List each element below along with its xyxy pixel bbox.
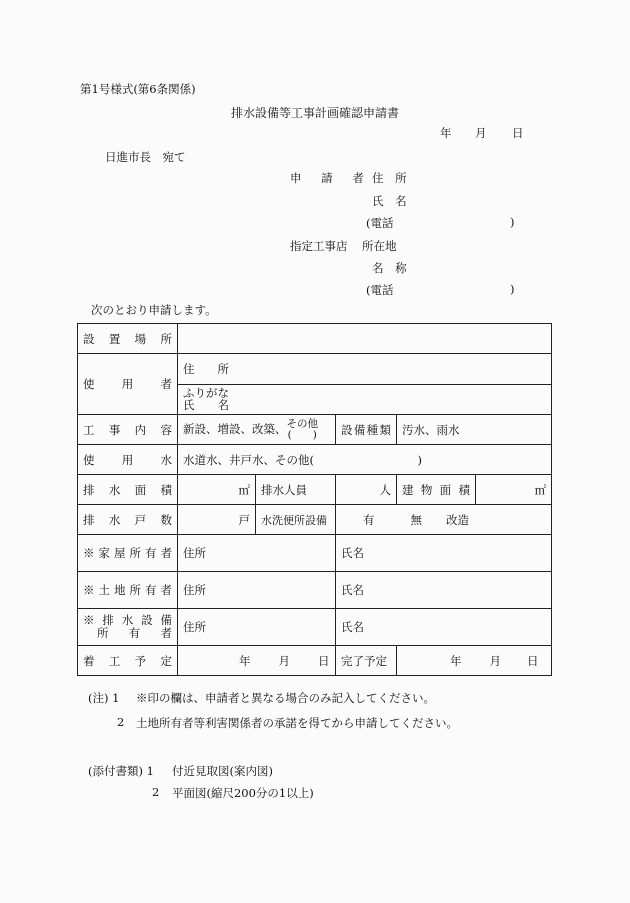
row-land-owner — [78, 572, 552, 609]
contractor-tel-label: (電話 — [366, 283, 394, 297]
work-other-paren: ( ) — [287, 428, 317, 441]
work-label: 工事内容 — [78, 415, 178, 445]
user-name-label: 氏 名 — [183, 398, 229, 413]
house-owner-name-label: 氏名 — [341, 546, 364, 560]
user-address-field[interactable] — [178, 354, 552, 385]
complete-day: 日 — [527, 653, 539, 668]
toilet-no: 無 — [410, 512, 422, 527]
start-date-field[interactable] — [178, 646, 336, 676]
toilet-options[interactable] — [336, 505, 552, 535]
complete-month: 月 — [489, 653, 501, 668]
persons-field[interactable] — [336, 475, 397, 505]
facility-owner-label — [78, 609, 178, 646]
toilet-label: 水洗便所設備 — [256, 505, 336, 535]
households-field[interactable] — [178, 505, 256, 535]
households-label: 排水戸数 — [78, 505, 178, 535]
start-year: 年 — [239, 653, 251, 668]
applicant-address-label: 住 所 — [372, 171, 411, 185]
user-address-label: 住 所 — [183, 361, 229, 376]
contractor-name-label: 名 称 — [372, 261, 411, 275]
facility-owner-name[interactable] — [336, 609, 552, 646]
persons-label: 排水人員 — [256, 475, 336, 505]
work-options-text: 新設、増設、改築、 — [183, 421, 287, 436]
area-label: 排水面積 — [78, 475, 178, 505]
facility-type-label: 設備種類 — [336, 415, 397, 445]
application-table — [77, 323, 552, 676]
facility-owner-label-2: 所有者 — [97, 626, 172, 640]
row-facility-owner — [78, 609, 552, 646]
row-water — [78, 445, 552, 475]
row-user-address — [78, 354, 552, 385]
note-2: 土地所有者等利害関係者の承諾を得てから申請してください。 — [136, 716, 458, 730]
furigana-label: ふりがな — [183, 386, 229, 401]
start-label: 着工予定 — [78, 646, 178, 676]
row-work — [78, 415, 552, 445]
building-area-unit: ㎡ — [534, 482, 547, 497]
building-area-label: 建物面積 — [397, 475, 476, 505]
facility-owner-address-label: 住所 — [183, 620, 206, 634]
intro-text: 次のとおり申請します。 — [91, 303, 217, 317]
date-day: 日 — [512, 126, 524, 140]
user-label: 使用者 — [78, 354, 178, 415]
complete-year: 年 — [450, 653, 462, 668]
date-year: 年 — [440, 126, 452, 140]
note-2-number: 2 — [117, 715, 125, 729]
date-month: 月 — [475, 126, 487, 140]
attachment-2-number: 2 — [152, 785, 160, 799]
contractor-label: 指定工事店 — [290, 239, 348, 253]
applicant-tel-label: (電話 — [366, 216, 394, 230]
row-area — [78, 475, 552, 505]
site-label: 設置場所 — [78, 324, 178, 354]
land-owner-address[interactable] — [178, 572, 336, 609]
contractor-address-label: 所在地 — [362, 239, 397, 253]
applicant-tel-close: ) — [510, 215, 515, 229]
applicant-label: 申 請 者 — [290, 171, 372, 185]
site-field[interactable] — [178, 324, 552, 354]
facility-owner-label-1: ※排水設備 — [83, 613, 172, 627]
complete-label: 完了予定 — [336, 646, 397, 676]
persons-unit: 人 — [379, 482, 391, 497]
water-options[interactable]: 水道水、井戸水、その他( ) — [178, 445, 552, 475]
households-unit: 戸 — [238, 512, 250, 527]
land-owner-name-label: 氏名 — [341, 583, 364, 597]
attachments-label: (添付書類) 1 — [88, 764, 154, 778]
land-owner-name[interactable] — [336, 572, 552, 609]
toilet-yes: 有 — [363, 512, 375, 527]
land-owner-label: ※土地所有者 — [78, 572, 178, 609]
row-site — [78, 324, 552, 354]
house-owner-address[interactable] — [178, 535, 336, 572]
applicant-name-label: 氏 名 — [372, 194, 411, 208]
start-day: 日 — [318, 653, 330, 668]
land-owner-address-label: 住所 — [183, 583, 206, 597]
area-unit: ㎡ — [238, 482, 250, 497]
addressee: 日進市長 宛て — [105, 150, 186, 164]
note-1: ※印の欄は、申請者と異なる場合のみ記入してください。 — [136, 691, 435, 705]
user-name-field[interactable] — [178, 384, 552, 415]
house-owner-address-label: 住所 — [183, 546, 206, 560]
start-month: 月 — [278, 653, 290, 668]
facility-owner-name-label: 氏名 — [341, 620, 364, 634]
facility-type-options[interactable]: 汚水、雨水 — [397, 415, 552, 445]
facility-owner-address[interactable] — [178, 609, 336, 646]
row-schedule — [78, 646, 552, 676]
row-households — [78, 505, 552, 535]
document-title: 排水設備等工事計画確認申請書 — [231, 106, 400, 120]
attachment-1: 付近見取図(案内図) — [172, 764, 273, 778]
building-area-field[interactable] — [476, 475, 552, 505]
notes-label: (注) 1 — [88, 691, 120, 705]
complete-date-field[interactable] — [397, 646, 552, 676]
area-field[interactable] — [178, 475, 256, 505]
attachment-2: 平面図(縮尺200分の1以上) — [172, 786, 314, 800]
contractor-tel-close: ) — [510, 282, 515, 296]
work-options[interactable] — [178, 415, 336, 445]
water-label: 使用水 — [78, 445, 178, 475]
house-owner-name[interactable] — [336, 535, 552, 572]
row-house-owner — [78, 535, 552, 572]
house-owner-label: ※家屋所有者 — [78, 535, 178, 572]
form-number: 第1号様式(第6条関係) — [80, 82, 196, 96]
toilet-reform: 改造 — [446, 512, 469, 527]
work-other-label: その他 — [286, 417, 318, 430]
